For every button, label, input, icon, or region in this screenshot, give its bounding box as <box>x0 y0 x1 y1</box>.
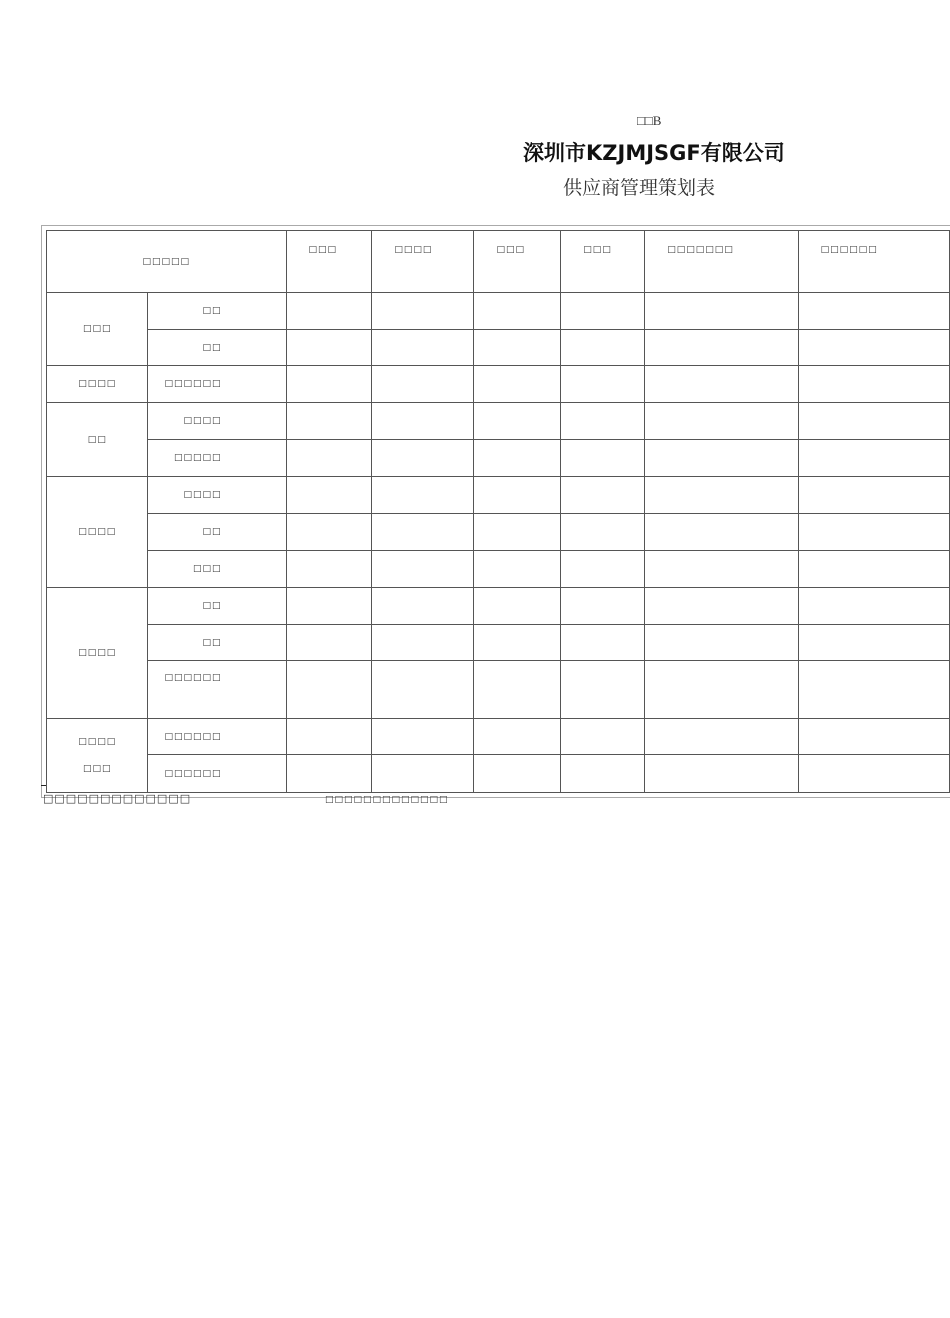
empty-cell[interactable] <box>474 440 561 477</box>
empty-cell[interactable] <box>474 330 561 366</box>
item-cell: □□ <box>148 625 286 661</box>
empty-cell[interactable] <box>798 588 949 625</box>
empty-cell[interactable] <box>474 477 561 514</box>
item-cell: □□□□□ <box>148 440 286 477</box>
empty-cell[interactable] <box>561 293 645 330</box>
empty-cell[interactable] <box>474 366 561 403</box>
empty-cell[interactable] <box>645 514 798 551</box>
column-header: □□□ <box>474 231 561 293</box>
empty-cell[interactable] <box>645 366 798 403</box>
empty-cell[interactable] <box>474 661 561 719</box>
empty-cell[interactable] <box>645 403 798 440</box>
empty-cell[interactable] <box>372 661 474 719</box>
column-header: □□□□ <box>372 231 474 293</box>
item-cell: □□ <box>148 293 286 330</box>
empty-cell[interactable] <box>645 661 798 719</box>
empty-cell[interactable] <box>474 551 561 588</box>
item-cell: □□□□□□ <box>148 755 286 793</box>
supplier-planning-table <box>46 230 950 793</box>
category-cell: □□□□ <box>47 366 148 403</box>
header-main-cell: □□□□□ <box>47 231 287 293</box>
empty-cell[interactable] <box>798 293 949 330</box>
category-line: □□□ <box>82 763 112 774</box>
empty-cell[interactable] <box>645 719 798 755</box>
empty-cell[interactable] <box>798 403 949 440</box>
table-row <box>47 719 950 755</box>
empty-cell[interactable] <box>798 625 949 661</box>
item-cell: □□□□□□ <box>148 719 286 755</box>
empty-cell[interactable] <box>798 719 949 755</box>
empty-cell[interactable] <box>286 625 372 661</box>
empty-cell[interactable] <box>798 440 949 477</box>
empty-cell[interactable] <box>372 293 474 330</box>
empty-cell[interactable] <box>474 293 561 330</box>
empty-cell[interactable] <box>474 403 561 440</box>
empty-cell[interactable] <box>286 293 372 330</box>
empty-cell[interactable] <box>561 403 645 440</box>
table-row <box>47 330 950 366</box>
empty-cell[interactable] <box>645 440 798 477</box>
empty-cell[interactable] <box>798 661 949 719</box>
empty-cell[interactable] <box>561 477 645 514</box>
empty-cell[interactable] <box>372 366 474 403</box>
table-row <box>47 440 950 477</box>
column-header: □□□ <box>286 231 372 293</box>
item-cell: □□□ <box>148 551 286 588</box>
column-header: □□□□□□ <box>798 231 949 293</box>
footer-right-note: □□□□□□□□□□□□□ <box>325 795 449 805</box>
empty-cell[interactable] <box>561 514 645 551</box>
table-row <box>47 625 950 661</box>
category-cell <box>47 719 148 793</box>
empty-cell[interactable] <box>474 514 561 551</box>
empty-cell[interactable] <box>798 330 949 366</box>
empty-cell[interactable] <box>286 330 372 366</box>
empty-cell[interactable] <box>561 440 645 477</box>
column-header: □□□□□□□ <box>645 231 798 293</box>
item-cell: □□□□□□ <box>148 661 286 719</box>
table-row <box>47 551 950 588</box>
category-cell: □□□ <box>47 293 148 366</box>
empty-cell[interactable] <box>372 588 474 625</box>
empty-cell[interactable] <box>798 514 949 551</box>
table-row <box>47 403 950 440</box>
item-cell: □□ <box>148 514 286 551</box>
item-cell: □□ <box>148 588 286 625</box>
category-cell: □□□□ <box>47 588 148 719</box>
empty-cell[interactable] <box>372 625 474 661</box>
empty-cell[interactable] <box>645 551 798 588</box>
empty-cell[interactable] <box>286 661 372 719</box>
empty-cell[interactable] <box>286 514 372 551</box>
category-cell: □□ <box>47 403 148 477</box>
empty-cell[interactable] <box>561 366 645 403</box>
empty-cell[interactable] <box>372 514 474 551</box>
empty-cell[interactable] <box>372 551 474 588</box>
category-cell: □□□□ <box>47 477 148 588</box>
empty-cell[interactable] <box>474 625 561 661</box>
empty-cell[interactable] <box>645 588 798 625</box>
item-cell: □□□□ <box>148 403 286 440</box>
item-cell: □□□□□□ <box>148 366 286 403</box>
empty-cell[interactable] <box>645 477 798 514</box>
table-row <box>47 477 950 514</box>
form-title: 供应商管理策划表 <box>563 177 716 199</box>
empty-cell[interactable] <box>798 477 949 514</box>
empty-cell[interactable] <box>372 403 474 440</box>
empty-cell[interactable] <box>474 588 561 625</box>
empty-cell[interactable] <box>561 551 645 588</box>
empty-cell[interactable] <box>372 477 474 514</box>
empty-cell[interactable] <box>286 755 372 793</box>
column-header: □□□ <box>561 231 645 293</box>
table-row <box>47 588 950 625</box>
empty-cell[interactable] <box>561 625 645 661</box>
empty-cell[interactable] <box>372 330 474 366</box>
empty-cell[interactable] <box>798 755 949 793</box>
empty-cell[interactable] <box>286 551 372 588</box>
empty-cell[interactable] <box>474 719 561 755</box>
empty-cell[interactable] <box>561 330 645 366</box>
footer-left-note: □□□□□□□□□□□□□ <box>43 792 192 805</box>
item-cell: □□□□ <box>148 477 286 514</box>
empty-cell[interactable] <box>286 477 372 514</box>
empty-cell[interactable] <box>372 719 474 755</box>
table-row <box>47 661 950 719</box>
empty-cell[interactable] <box>561 755 645 793</box>
empty-cell[interactable] <box>372 440 474 477</box>
table-row <box>47 514 950 551</box>
empty-cell[interactable] <box>561 719 645 755</box>
empty-cell[interactable] <box>798 551 949 588</box>
empty-cell[interactable] <box>286 440 372 477</box>
table-row <box>47 755 950 793</box>
table-row <box>47 293 950 330</box>
empty-cell[interactable] <box>798 366 949 403</box>
category-line: □□□□ <box>78 736 117 747</box>
empty-cell[interactable] <box>645 755 798 793</box>
empty-cell[interactable] <box>561 661 645 719</box>
company-name: 深圳市KZJMJSGF有限公司 <box>523 141 785 165</box>
empty-cell[interactable] <box>645 293 798 330</box>
empty-cell[interactable] <box>372 755 474 793</box>
document-code: □□B <box>637 113 662 128</box>
empty-cell[interactable] <box>645 330 798 366</box>
empty-cell[interactable] <box>645 625 798 661</box>
table-row <box>47 366 950 403</box>
empty-cell[interactable] <box>286 588 372 625</box>
empty-cell[interactable] <box>286 719 372 755</box>
header-row <box>47 231 950 293</box>
empty-cell[interactable] <box>286 403 372 440</box>
empty-cell[interactable] <box>561 588 645 625</box>
empty-cell[interactable] <box>474 755 561 793</box>
empty-cell[interactable] <box>286 366 372 403</box>
item-cell: □□ <box>148 330 286 366</box>
